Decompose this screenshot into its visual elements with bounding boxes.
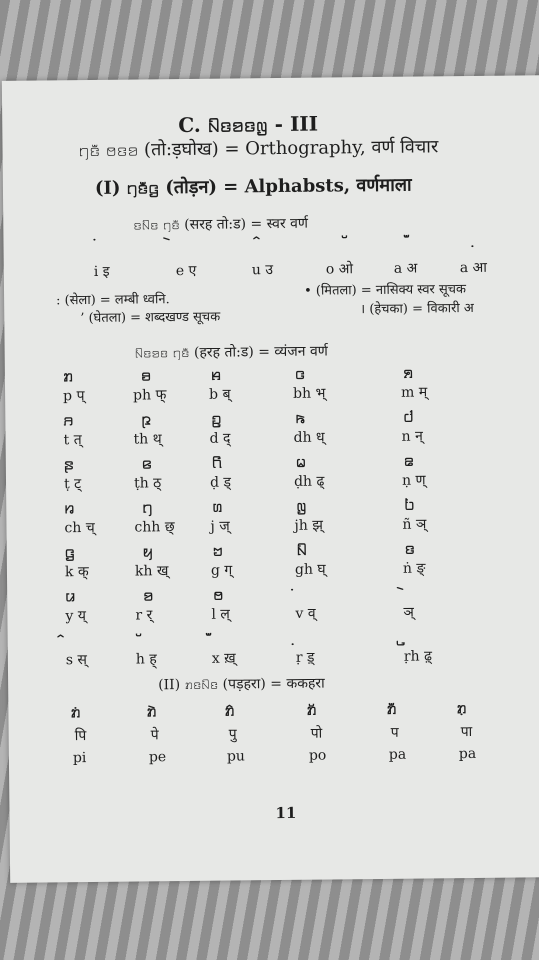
chapter-title: C. ꤡꤢꤤꤢꤜ - III (178, 111, 319, 138)
consonants-heading: ꤡꤢꤤꤢ ꤚꤢꤪ (हरह तो:ड) = व्यंजन वर्ण (134, 343, 328, 362)
consonant-value: kh ख् (134, 563, 169, 580)
note-sela: : (सेला) = लम्बी ध्वनि. (56, 292, 170, 309)
consonant-value: ṛ ड़् (295, 649, 315, 666)
consonant-value: dh ध् (293, 429, 325, 446)
vowel-value: u उ (251, 262, 274, 279)
consonant-value: ph फ् (133, 387, 167, 404)
consonant-glyph: ꤚ (142, 497, 153, 518)
consonant-glyph: ꤗ (295, 451, 307, 472)
consonant-glyph: ꤙ (64, 498, 75, 519)
consonant-value: y य् (65, 608, 86, 625)
note-hechka: । (हेचका) = विकारी अ (360, 300, 474, 318)
consonant-glyph: ꤡ (296, 539, 308, 560)
vowel-value: i इ (93, 263, 110, 280)
consonant-value: ḍ ड् (209, 474, 232, 491)
consonant-value: x ख़् (211, 650, 236, 667)
consonant-glyph: ꤞ (64, 542, 76, 563)
consonant-glyph: ꤏ (63, 410, 74, 431)
consonant-glyph: ꤍ (294, 363, 306, 384)
consonant-glyph: ꤔ (63, 454, 75, 475)
consonant-value: chh छ् (134, 519, 175, 536)
consonant-glyph: ꤤ (143, 585, 154, 606)
consonant-glyph: ꤘ (403, 450, 415, 471)
kakahra-latin: pi (72, 750, 87, 767)
kakahra-devanagari: पो (310, 725, 323, 742)
consonant-glyph: ꤝ (404, 494, 415, 515)
vowels-heading: ꤢꤡꤢ ꤚꤢꤪ (सरह तो:ड) = स्वर वर्ण (133, 215, 309, 234)
vowel-value: e ए (175, 262, 197, 280)
kakahra-devanagari: पा (460, 724, 473, 741)
book-page (2, 75, 539, 883)
kakahra-latin: pu (226, 748, 245, 765)
consonant-value: h ह् (135, 651, 157, 668)
consonant-value: l ल् (211, 606, 230, 623)
consonant-glyph: ꤎ (402, 362, 414, 383)
kakahra-glyph: ꤊꤧ (146, 701, 157, 722)
alphabets-heading: (I) ꤚꤢꤪꤞ (तोड़न) = Alphabsts, वर्णमाला (94, 174, 412, 199)
vowel-value: a अ (393, 260, 418, 277)
consonant-value: ch च् (64, 519, 95, 537)
consonant-value: ḍh ढ् (293, 473, 325, 490)
kakahra-latin: pe (148, 749, 167, 766)
consonant-value: ṅ ङ् (402, 560, 426, 577)
vowel-value: a आ (459, 259, 487, 277)
consonant-value: ṭh ठ् (133, 475, 162, 492)
consonant-glyph: ꤠ (212, 540, 224, 561)
consonant-glyph: ꤖ (211, 452, 223, 473)
consonant-glyph: ꤊ (62, 366, 74, 387)
kakahra-devanagari: पि (74, 728, 87, 745)
note-mitla: • (मितला) = नासिक्य स्वर सूचक (303, 282, 467, 299)
consonant-value: d द् (209, 430, 231, 447)
consonant-value: th थ् (133, 431, 162, 448)
kakahra-latin: po (308, 747, 327, 764)
kakahra-glyph: ꤊꤪ (386, 698, 397, 719)
consonant-value: t त् (63, 432, 82, 449)
vowel-value: o ओ (325, 261, 354, 278)
consonant-glyph: ꤢ (404, 538, 416, 559)
consonant-value: ñ ञ् (402, 516, 427, 533)
kakahra-glyph: ꤊ꤫ (456, 698, 467, 719)
consonant-glyph: ꤛ (212, 496, 223, 517)
consonant-value: m म् (401, 384, 428, 401)
kakahra-glyph: ꤊꤨ (224, 700, 235, 721)
kakahra-latin: pa (458, 745, 477, 763)
consonant-glyph: ꤑ (211, 408, 222, 429)
consonant-value: r र् (135, 607, 153, 624)
kakahra-devanagari: पु (228, 726, 237, 743)
consonant-value: ṛh ढ़् (403, 648, 432, 665)
page-number: 11 (275, 803, 297, 823)
consonant-value: p प् (63, 388, 85, 405)
kakahra-devanagari: प (390, 724, 399, 741)
consonant-value: n न् (401, 428, 423, 445)
consonant-value: bh भ् (293, 385, 326, 402)
consonant-value: s स् (65, 652, 88, 669)
consonant-glyph: ꤥ (213, 584, 224, 605)
consonant-glyph: ꤓ (403, 406, 414, 427)
consonant-value: gh घ् (294, 561, 326, 578)
kakahra-heading: (II) ꤊꤢꤡꤢ (पड़हरा) = ककहरा (158, 675, 325, 694)
consonant-value: ṭ ट् (63, 476, 82, 493)
consonant-value: jh झ् (294, 517, 323, 534)
consonant-value: k क् (64, 564, 89, 581)
consonant-glyph: ꤕ (141, 453, 153, 474)
kakahra-devanagari: पे (150, 727, 159, 744)
kakahra-latin: pa (388, 746, 407, 763)
note-ghetla: ’ (घेतला) = शब्दखण्ड सूचक (80, 309, 221, 327)
orthography-heading: ꤚꤢꤪ ꤥꤢꤤ (तो:ड़घोख) = Orthography, वर्ण विचार (78, 136, 439, 162)
consonant-glyph: ꤣ (65, 586, 76, 607)
kakahra-glyph: ꤊꤦ (70, 702, 81, 723)
consonant-value: ṇ ण् (401, 472, 426, 489)
kakahra-glyph: ꤊꤩ (306, 699, 317, 720)
consonant-glyph: ꤒ (295, 407, 306, 428)
consonant-value: j ज् (210, 518, 230, 535)
consonant-glyph: ꤜ (296, 495, 307, 516)
consonant-glyph: ꤟ (142, 541, 154, 562)
consonant-value: b ब् (209, 386, 231, 403)
consonant-glyph: ꤋ (140, 365, 152, 386)
consonant-value: v व् (295, 605, 316, 622)
consonant-glyph: ꤐ (141, 409, 152, 430)
consonant-value: ञ् (403, 604, 414, 621)
consonant-value: g ग् (210, 562, 233, 579)
consonant-glyph: ꤌ (210, 364, 222, 385)
